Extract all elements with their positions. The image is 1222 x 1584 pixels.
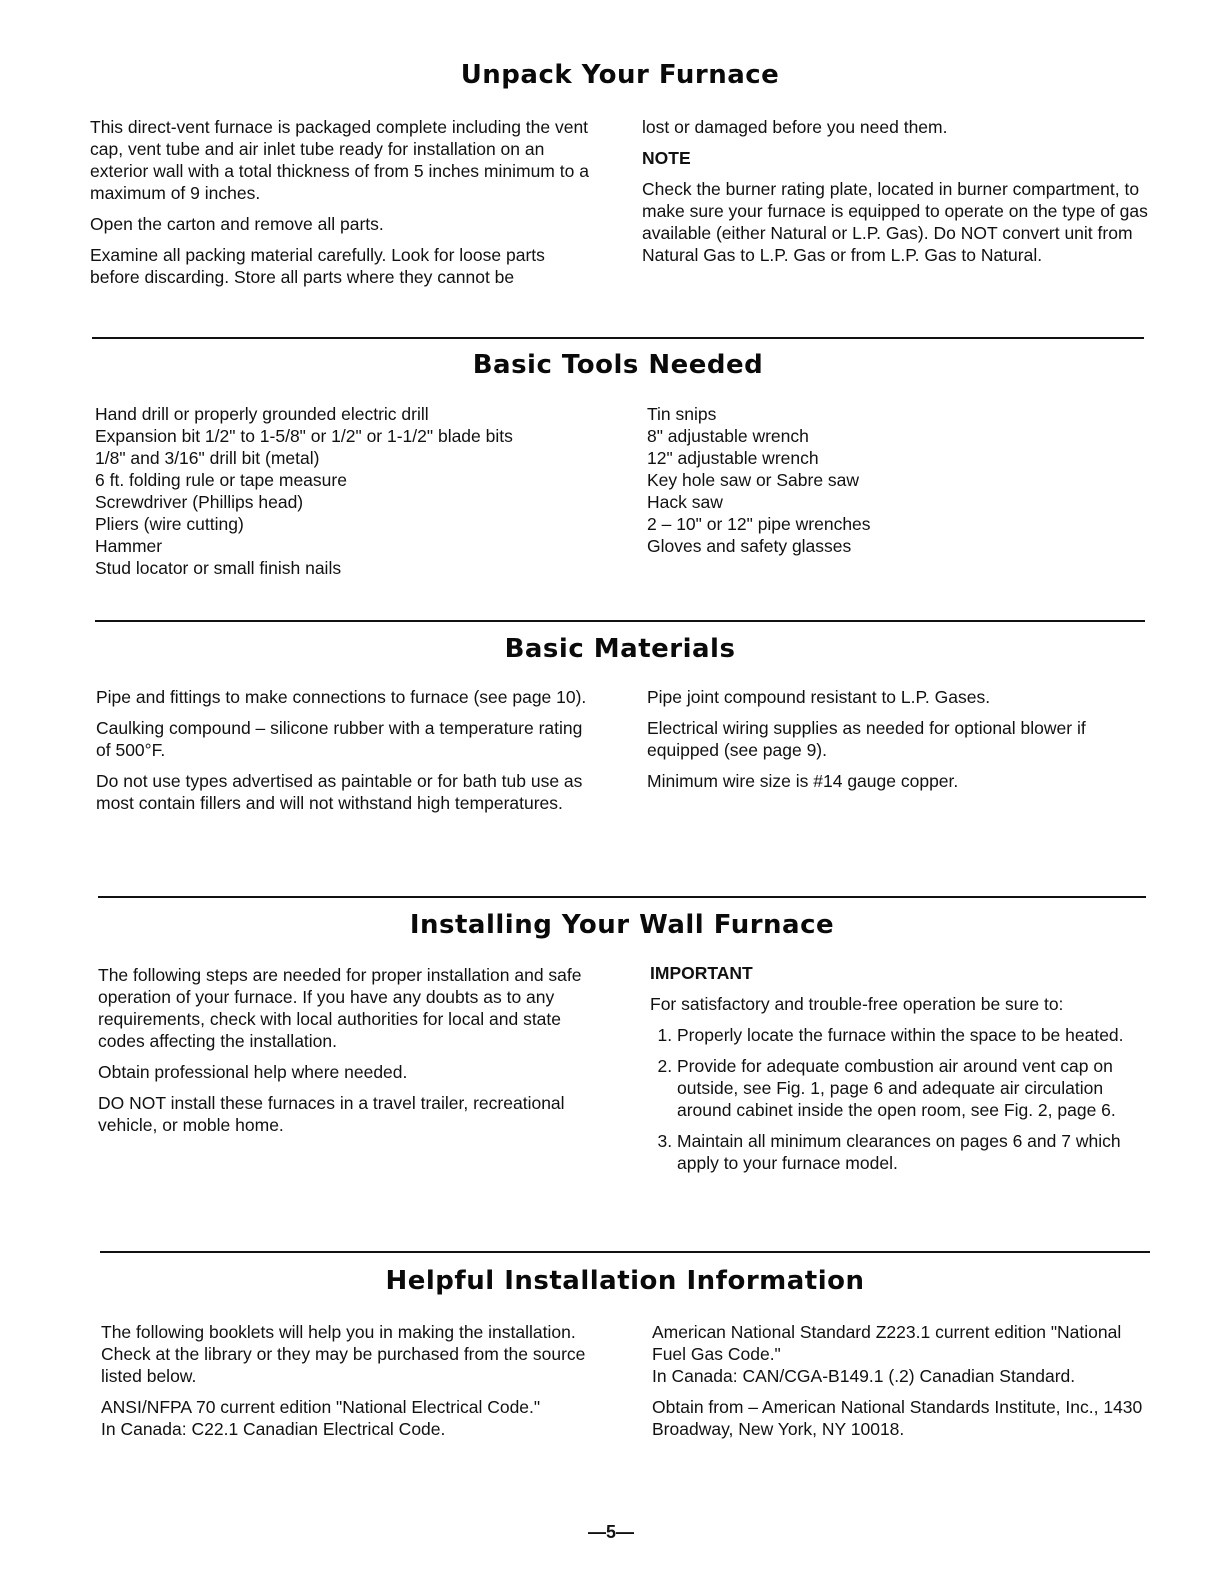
unpack-paragraph: Examine all packing material carefully. Look for loose parts before discarding. Store all parts where they cannot be — [90, 245, 545, 287]
materials-paragraph: Electrical wiring supplies as needed for optional blower if equipped (see page 9). — [647, 718, 1086, 760]
helpful-paragraph: Obtain from – American National Standards Institute, Inc., 1430 Broadway, New York, NY 10018. — [652, 1397, 1143, 1439]
tool-item: 8" adjustable wrench — [647, 426, 809, 446]
helpful-paragraph — [101, 1396, 607, 1440]
section-title-helpful: Helpful Installation Information — [385, 1266, 865, 1296]
tool-item: Key hole saw or Sabre saw — [647, 470, 860, 490]
unpack-left-column — [90, 116, 596, 288]
unpack-paragraph: Open the carton and remove all parts. — [90, 214, 384, 234]
helpful-right-column — [652, 1321, 1152, 1440]
tools-left-list — [95, 403, 615, 579]
section-title-installing: Installing Your Wall Furnace — [409, 910, 835, 940]
reference-line: In Canada: CAN/CGA-B149.1 (.2) Canadian Standard. — [652, 1366, 1076, 1386]
section-divider — [95, 620, 1145, 622]
installing-paragraph: Obtain professional help where needed. — [98, 1062, 408, 1082]
note-label: NOTE — [642, 148, 691, 168]
materials-paragraph: Pipe joint compound resistant to L.P. Gases. — [647, 687, 991, 707]
section-title-tools: Basic Tools Needed — [472, 350, 764, 380]
tool-item: Hand drill or properly grounded electric drill — [95, 404, 429, 424]
tool-item: 12" adjustable wrench — [647, 448, 819, 468]
unpack-paragraph: This direct-vent furnace is packaged complete including the vent cap, vent tube and air inlet tube ready for installation on an exterior wall with a total thickness of from 5 inches minimum to a maximum of 9 inches. — [90, 117, 589, 203]
section-divider — [100, 1251, 1150, 1253]
section-divider — [92, 337, 1144, 339]
tool-item: 2 – 10" or 12" pipe wrenches — [647, 514, 871, 534]
installing-paragraph: The following steps are needed for proper installation and safe operation of your furnace. If you have any doubts as to any requirements, check with local authorities for local and state codes affecting the installation. — [98, 965, 582, 1051]
tool-item: 6 ft. folding rule or tape measure — [95, 470, 347, 490]
important-intro: For satisfactory and trouble-free operation be sure to: — [650, 994, 1064, 1014]
reference-line: American National Standard Z223.1 current edition "National Fuel Gas Code." — [652, 1322, 1122, 1364]
installation-steps — [650, 1024, 1150, 1174]
reference-line: In Canada: C22.1 Canadian Electrical Code. — [101, 1419, 446, 1439]
tools-right-list — [647, 403, 1147, 557]
helpful-left-column — [101, 1321, 607, 1440]
tool-item: Tin snips — [647, 404, 717, 424]
helpful-paragraph: The following booklets will help you in making the installation. Check at the library or they may be purchased from the source listed below. — [101, 1322, 586, 1386]
tool-item: Hack saw — [647, 492, 723, 512]
note-text: Check the burner rating plate, located in burner compartment, to make sure your furnace is equipped to operate on the type of gas available (either Natural or L.P. Gas). Do NOT convert unit from Natural Gas to L.P. Gas or from L.P. Gas to Natural. — [642, 179, 1148, 265]
materials-left-column — [96, 686, 601, 814]
materials-paragraph: Caulking compound – silicone rubber with a temperature rating of 500°F. — [96, 718, 583, 760]
materials-paragraph: Pipe and fittings to make connections to furnace (see page 10). — [96, 687, 587, 707]
section-divider — [98, 896, 1146, 898]
unpack-right-column — [642, 116, 1148, 266]
tool-item: Expansion bit 1/2" to 1-5/8" or 1/2" or 1-1/2" blade bits — [95, 426, 513, 446]
materials-right-column — [647, 686, 1149, 792]
tool-item: 1/8" and 3/16" drill bit (metal) — [95, 448, 320, 468]
installation-step: 3. Maintain all minimum clearances on pages 6 and 7 which apply to your furnace model. — [677, 1130, 1150, 1174]
installation-step: 1. Properly locate the furnace within the space to be heated. — [677, 1024, 1150, 1046]
section-title-unpack: Unpack Your Furnace — [460, 60, 780, 90]
installation-step: 2. Provide for adequate combustion air around vent cap on outside, see Fig. 1, page 6 and adequate air circulation around cabinet inside the open room, see Fig. 2, page 6. — [677, 1055, 1150, 1121]
tool-item: Pliers (wire cutting) — [95, 514, 244, 534]
tool-item: Screwdriver (Phillips head) — [95, 492, 304, 512]
page-number: —5— — [587, 1522, 634, 1542]
helpful-paragraph — [652, 1321, 1152, 1387]
installing-right-column — [650, 962, 1150, 1183]
installing-paragraph: DO NOT install these furnaces in a travel trailer, recreational vehicle, or moble home. — [98, 1093, 565, 1135]
tool-item: Gloves and safety glasses — [647, 536, 852, 556]
installing-left-column — [98, 964, 602, 1136]
tool-item: Stud locator or small finish nails — [95, 558, 342, 578]
materials-paragraph: Do not use types advertised as paintable or for bath tub use as most contain fillers and will not withstand high temperatures. — [96, 771, 583, 813]
section-title-materials: Basic Materials — [504, 634, 736, 664]
reference-line: ANSI/NFPA 70 current edition "National Electrical Code." — [101, 1397, 541, 1417]
tool-item: Hammer — [95, 536, 163, 556]
unpack-continuation: lost or damaged before you need them. — [642, 117, 948, 137]
important-label: IMPORTANT — [650, 963, 753, 983]
materials-paragraph: Minimum wire size is #14 gauge copper. — [647, 771, 959, 791]
